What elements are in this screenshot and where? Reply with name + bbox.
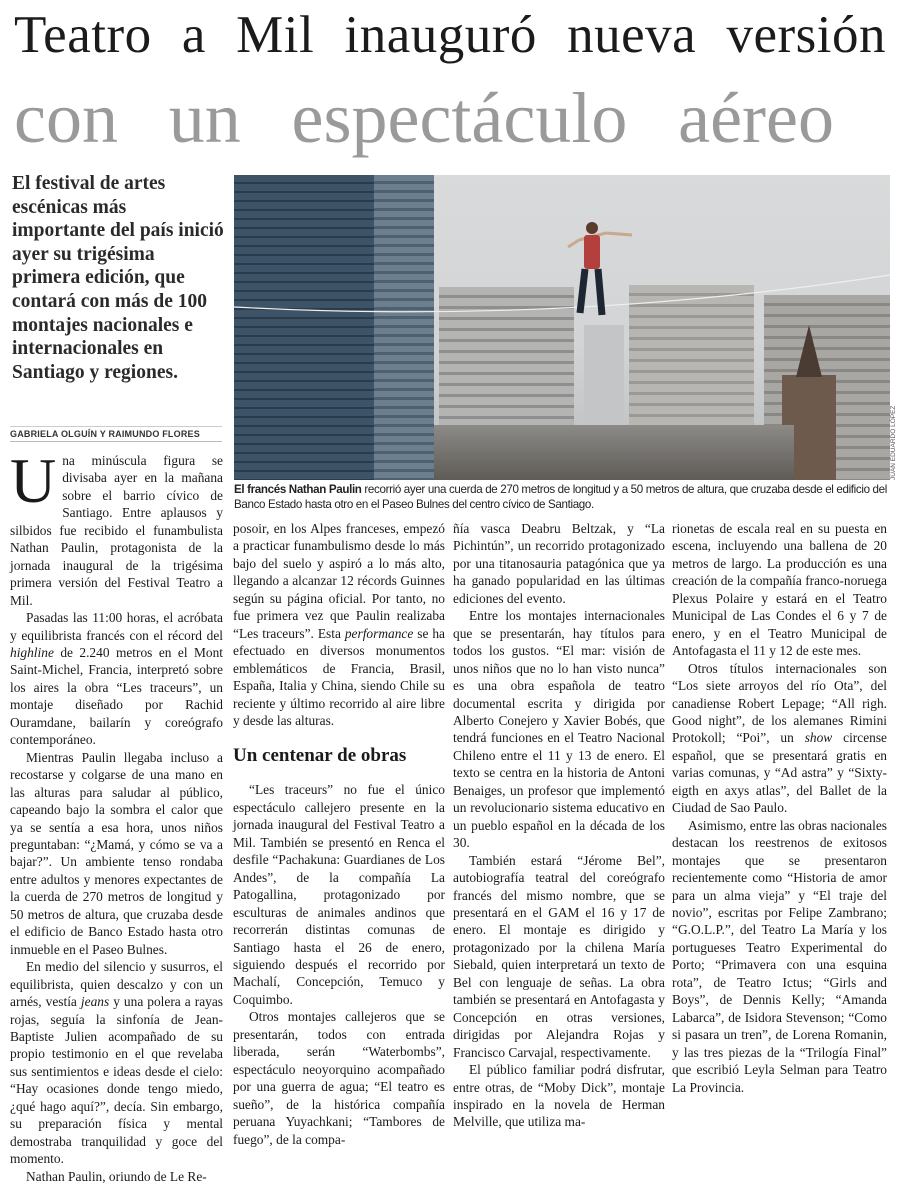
italic-term: jeans: [80, 994, 110, 1010]
paragraph-text: rionetas de escala real en su puesta en escena, incluyendo una ballena de 20 metros de largo. La producción es una creación de la compañía franco-noruega Plexus Polaire y estará en el Teatro Municipal de Las Condes el 6 y 7 de enero, y en el Teatro Municipal de Antofagasta el 11 y 12 de este mes.: [672, 521, 887, 659]
article-column-1: [10, 445, 224, 1185]
headline-line-2: con un espectáculo aéreo: [14, 78, 834, 158]
body-paragraph: [453, 607, 665, 851]
highline-rope: [234, 175, 890, 480]
paragraph-text: se ha efectuado en diversos monumentos emblemáticos de Francia, Brasil, España, Italia y China, siendo Chile su reciente y último recorrido al aire libre y desde las alturas.: [233, 625, 445, 728]
paragraph-text: En medio del silencio y susurros, el equilibrista, quien descalzo y con un arnés, vestía: [10, 959, 223, 1010]
paragraph-text: Otros títulos internacionales son “Los siete arroyos del río Ota”, del canadiense Robert Lepage; “All righ. Good night”, de los alemanes Rimini Protokoll; “Poi”, un: [672, 660, 887, 746]
paragraph-text: Asimismo, entre las obras nacionales destacan los reestrenos de exitosos montajes que se presentaron recientemente como “Historia de amor para un alma vieja” y “El traje del novio”, escritas por Felipe Zambrano; “G.O.L.P.”, del Teatro La María y los portugueses Teatro Experimental do Porto; “Primavera con una esquina rota”, de Teatro Ictus; “Girls and Boys”, de Dennis Kelly; “Amanda Labarca”, de Isidora Stevenson; “Como si pasara un tren”, de Lorena Romanin, y las tres piezas de la “Trilogía Final” que escribió Leyla Selman para Teatro La Provincia.: [672, 817, 887, 1095]
body-paragraph: [10, 749, 223, 958]
body-paragraph: [10, 1168, 223, 1185]
article-column-2: [233, 520, 445, 1148]
byline: GABRIELA OLGUÍN Y RAIMUNDO FLORES: [10, 426, 222, 442]
drop-cap: U: [10, 445, 57, 516]
body-paragraph: [233, 781, 445, 1008]
caption-text: recorrió ayer una cuerda de 270 metros de longitud y a 50 metros de altura, que cruzaba desde el edificio del Banco Estado hasta otro en el Paseo Bulnes del centro cívico de Santiago.: [234, 483, 887, 511]
body-paragraph: [453, 1061, 665, 1131]
italic-term: highline: [10, 644, 54, 660]
article-photo: [234, 175, 890, 480]
body-paragraph: [672, 817, 887, 1096]
italic-term: show: [804, 730, 833, 746]
section-subheading: Un centenar de obras: [233, 745, 407, 767]
body-paragraph: [10, 958, 223, 1167]
photo-caption: [234, 482, 894, 512]
caption-lead: El francés Nathan Paulin: [234, 483, 362, 496]
paragraph-text: ñía vasca Deabru Beltzak, y “La Pichintún”, un recorrido protagonizado por una titanosauria patagónica que ya ha ganado popularidad en las últimas ediciones del evento.: [453, 521, 665, 606]
body-paragraph: [233, 520, 445, 729]
paragraph-text: posoir, en los Alpes franceses, empezó a practicar funambulismo desde lo más bajo del suelo y aspiró a lo más alto, llegando a alcanzar 12 récords Guinnes según su página oficial. Por tanto, no fue primera vez que Paulin realizaba “Les traceurs”. Esta: [233, 521, 445, 641]
paragraph-text: Otros montajes callejeros que se presentarán, todos con entrada liberada, serán “Waterbombs”, espectáculo neoyorquino acompañado por una guerra de agua; “El teatro es sueño”, de la histórica compañía peruana Yuyachkani; “Tambores de fuego”, de la compa-: [233, 1009, 445, 1147]
paragraph-text: de 2.240 metros en el Mont Saint-Michel, Francia, interpretó sobre los aires la obra “Les traceurs”, un montaje diseñado por Rachid Ouramdane, bailarín y coreógrafo contemporáneo.: [10, 644, 223, 748]
photo-credit: JUAN EDUARDO LÓPEZ: [890, 405, 897, 480]
lead-paragraph: El festival de artes escénicas más importante del país inició ayer su trigésima primera edición, que contará con más de 100 montajes nacionales e internacionales en Santiago y regiones.: [12, 173, 224, 383]
paragraph-text: y una polera a rayas rojas, seguía la sinfonía de Jean-Baptiste Julien acompañado de su propio testimonio en el que revelaba sus sentimientos e ideas desde el cielo: “Hay ocasiones donde tengo miedo, ¿qué hago aquí?”, decía. Sin embargo, su preparación física y mental demostraba tranquilidad y goce del momento.: [10, 994, 224, 1167]
body-paragraph: [672, 660, 887, 817]
paragraph-text: Entre los montajes internacionales que se presentarán, hay títulos para todos los gustos. “El mar: visión de unos niños que no lo han visto nunca” es una obra española de teatro documental escrita y dirigida por Alberto Conejero y Xavier Bobés, que tendrá funciones en el Teatro Nacional Chileno entre el 11 y 13 de enero. El texto se centra en la historia de Antoni Benaiges, un profesor que implementó un revolucionario sistema educativo en un pueblo español en la década de los 30.: [453, 608, 665, 851]
paragraph-text: Pasadas las 11:00 horas, el acróbata y equilibrista francés con el récord del: [10, 610, 223, 643]
funambulist-figure: [568, 222, 632, 315]
paragraph-text: circense español, que se presentará gratis en varias comunas, y “Ad astra” y “Sixty-eigth en axys atlas”, del Ballet de la Ciudad de Sao Paulo.: [672, 730, 887, 816]
paragraph-text: El público familiar podrá disfrutar, entre otras, de “Moby Dick”, montaje inspirado en la novela de Herman Melville, que utiliza ma-: [453, 1062, 665, 1130]
body-paragraph: [672, 520, 887, 660]
paragraph-text: Mientras Paulin llegaba incluso a recostarse y colgarse de una mano en las alturas para saludar al público, capeando bajo la sombra el calor que ya se sentía a esa hora, unos niños preguntaban: “¿Mamá, y cómo se va a bajar?”. Un ambiente tenso rondaba entre adultos y menores expectantes de la cuerda de 270 metros de longitud y 50 metros de altura, que cruzaba desde el edificio de Banco Estado hasta otro inmueble en el Paseo Bulnes.: [10, 749, 223, 957]
paragraph-text: “Les traceurs” no fue el único espectáculo callejero presente en la jornada inaugural del Festival Teatro a Mil. También se presentó en Renca el desfile “Pachakuna: Guardianes de Los Andes”, de la compañía La Patogallina, protagonizado por esculturas de animales andinos que recorrerán distintas comunas de Santiago hasta el 26 de enero, siguiendo después el recorrido por Machalí, Concepción, Temuco y Coquimbo.: [233, 782, 445, 1007]
body-paragraph: [453, 852, 665, 1061]
paragraph-text: na minúscula figura se divisaba ayer en la mañana sobre el barrio cívico de Santiago. Entre aplausos y silbidos fue recibido el funambulista Nathan Paulin, protagonista de la jornada inaugural de la trigésima primera versión del Festival Teatro a Mil.: [10, 453, 223, 608]
body-paragraph: [233, 1008, 445, 1148]
body-paragraph: [10, 609, 223, 749]
article-column-3: [453, 520, 665, 1131]
body-paragraph: [10, 445, 223, 609]
headline-line-1: Teatro a Mil inauguró nueva versión: [14, 6, 886, 64]
article-column-4: [672, 520, 887, 1096]
paragraph-text: También estará “Jérome Bel”, autobiografía teatral del coreógrafo francés del mismo nombre, que se presentará en el GAM el 16 y 17 de enero. El montaje es dirigido y protagonizado por la chilena María Siebald, quien interpretará un texto de Bel con lenguaje de señas. La obra también se presentará en Antofagasta y Concepción en otras versiones, dirigidas por Alejandra Rojas y Francisco Carvajal, respectivamente.: [453, 852, 665, 1060]
body-paragraph: [453, 520, 665, 607]
italic-term: performance: [344, 625, 414, 641]
paragraph-text: Nathan Paulin, oriundo de Le Re-: [26, 1168, 207, 1184]
